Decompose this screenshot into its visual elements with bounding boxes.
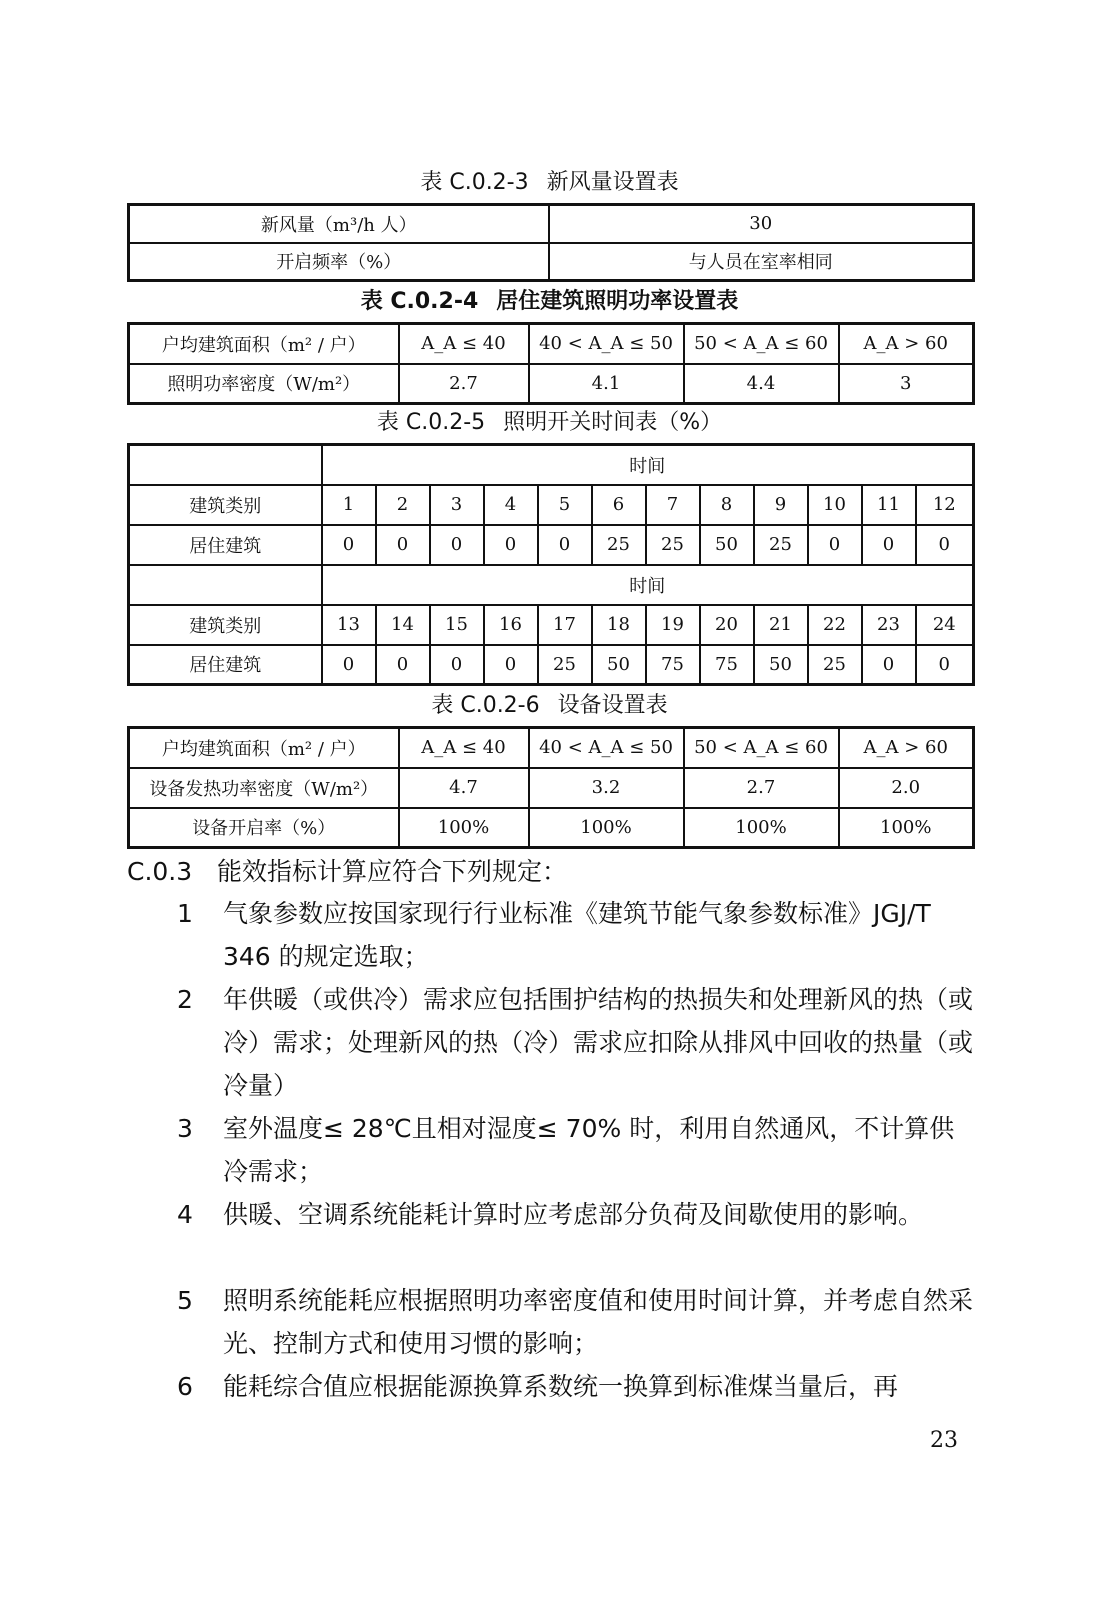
table-row bbox=[129, 364, 974, 404]
table6-value: 2.0 bbox=[839, 768, 974, 808]
table4 bbox=[127, 322, 975, 405]
table6-value: 100% bbox=[399, 808, 529, 848]
table5-hour: 6 bbox=[592, 485, 646, 525]
table-row bbox=[129, 324, 974, 364]
table5-hour: 11 bbox=[862, 485, 916, 525]
table5-hour: 15 bbox=[430, 605, 484, 645]
clause-number: C.0.3 bbox=[127, 857, 193, 886]
table5-value: 0 bbox=[808, 525, 862, 565]
table5-value: 0 bbox=[916, 525, 974, 565]
table5-value: 0 bbox=[322, 525, 376, 565]
item-number: 5 bbox=[177, 1286, 193, 1315]
table-row bbox=[129, 808, 974, 848]
table5-type-label: 建筑类别 bbox=[129, 605, 322, 645]
table4-range: 40 < A_A ≤ 50 bbox=[529, 324, 684, 364]
table5-value: 0 bbox=[322, 645, 376, 685]
table5-empty-cell bbox=[129, 565, 322, 605]
table5-hour: 20 bbox=[700, 605, 754, 645]
table6-value: 2.7 bbox=[684, 768, 839, 808]
table5-hours-row-b bbox=[129, 605, 974, 645]
table3-value: 与人员在室率相同 bbox=[549, 243, 974, 281]
table6-value: 4.7 bbox=[399, 768, 529, 808]
table6-header-label: 户均建筑面积（m² / 户） bbox=[129, 728, 399, 768]
table6-row-label: 设备开启率（%） bbox=[129, 808, 399, 848]
table5-hour: 13 bbox=[322, 605, 376, 645]
table5-values-row-b bbox=[129, 645, 974, 685]
table5-residential-label: 居住建筑 bbox=[129, 525, 322, 565]
table5-value: 50 bbox=[592, 645, 646, 685]
item-text: 照明系统能耗应根据照明功率密度值和使用时间计算，并考虑自然采光、控制方式和使用习惯的影响； bbox=[223, 1286, 974, 1358]
item-text: 供暖、空调系统能耗计算时应考虑部分负荷及间歇使用的影响。 bbox=[223, 1200, 924, 1229]
table6-range: 40 < A_A ≤ 50 bbox=[529, 728, 684, 768]
table6-value: 100% bbox=[529, 808, 684, 848]
table3-label: 新风量（m³/h 人） bbox=[129, 205, 549, 243]
table5-time-header: 时间 bbox=[322, 565, 974, 605]
table-row bbox=[129, 205, 974, 243]
table5-caption-number: 表 C.0.2-5 bbox=[376, 410, 486, 435]
table5-value: 75 bbox=[646, 645, 700, 685]
table5-hour: 8 bbox=[700, 485, 754, 525]
table3-caption-number: 表 C.0.2-3 bbox=[420, 170, 529, 195]
table5-hour: 14 bbox=[376, 605, 430, 645]
item-text: 气象参数应按国家现行行业标准《建筑节能气象参数标准》JGJ/T 346 的规定选取； bbox=[223, 899, 931, 971]
table5-value: 0 bbox=[862, 525, 916, 565]
table-row bbox=[129, 445, 974, 485]
table4-header-label: 户均建筑面积（m² / 户） bbox=[129, 324, 399, 364]
table5-value: 25 bbox=[754, 525, 808, 565]
item-number: 1 bbox=[177, 899, 193, 928]
table5-hour: 17 bbox=[538, 605, 592, 645]
table3-caption-title: 新风量设置表 bbox=[546, 170, 679, 195]
table5-value: 0 bbox=[538, 525, 592, 565]
table4-caption bbox=[127, 289, 972, 315]
table5-value: 0 bbox=[430, 645, 484, 685]
table6-caption-number: 表 C.0.2-6 bbox=[431, 693, 540, 718]
table4-caption-number: 表 C.0.2-4 bbox=[360, 289, 479, 314]
table6-value: 100% bbox=[839, 808, 974, 848]
table5-value: 50 bbox=[700, 525, 754, 565]
table5-hour: 12 bbox=[916, 485, 974, 525]
table5-type-label: 建筑类别 bbox=[129, 485, 322, 525]
clause-heading bbox=[127, 857, 567, 887]
table3-value: 30 bbox=[549, 205, 974, 243]
table5-hour: 16 bbox=[484, 605, 538, 645]
table5-value: 0 bbox=[862, 645, 916, 685]
table5-caption bbox=[127, 410, 972, 436]
table5-hour: 21 bbox=[754, 605, 808, 645]
table5-hour: 7 bbox=[646, 485, 700, 525]
item-text: 室外温度≤ 28℃且相对湿度≤ 70% 时，利用自然通风，不计算供冷需求； bbox=[223, 1114, 955, 1186]
table5-value: 0 bbox=[430, 525, 484, 565]
table5-hour: 19 bbox=[646, 605, 700, 645]
clause-text: 能效指标计算应符合下列规定： bbox=[217, 857, 568, 886]
table-row bbox=[129, 728, 974, 768]
table5-hour: 10 bbox=[808, 485, 862, 525]
item-number: 2 bbox=[177, 985, 193, 1014]
table6-range: 50 < A_A ≤ 60 bbox=[684, 728, 839, 768]
table5-hour: 4 bbox=[484, 485, 538, 525]
table5-value: 75 bbox=[700, 645, 754, 685]
table4-value: 4.4 bbox=[684, 364, 839, 404]
table5-hour: 22 bbox=[808, 605, 862, 645]
table5-value: 25 bbox=[646, 525, 700, 565]
table5-value: 0 bbox=[484, 645, 538, 685]
table5-hour: 24 bbox=[916, 605, 974, 645]
table-row bbox=[129, 243, 974, 281]
table5-value: 25 bbox=[808, 645, 862, 685]
table5-hour: 3 bbox=[430, 485, 484, 525]
item-number: 6 bbox=[177, 1372, 193, 1401]
table5-hour: 23 bbox=[862, 605, 916, 645]
table5-time-header: 时间 bbox=[322, 445, 974, 485]
table6-row-label: 设备发热功率密度（W/m²） bbox=[129, 768, 399, 808]
item-text: 能耗综合值应根据能源换算系数统一换算到标准煤当量后，再 bbox=[223, 1372, 899, 1401]
table5 bbox=[127, 443, 975, 686]
table5-hour: 2 bbox=[376, 485, 430, 525]
table4-value: 3 bbox=[839, 364, 974, 404]
table4-range: 50 < A_A ≤ 60 bbox=[684, 324, 839, 364]
table6-value: 100% bbox=[684, 808, 839, 848]
page-number: 23 bbox=[930, 1428, 958, 1453]
table5-empty-cell bbox=[129, 445, 322, 485]
table6-range: A_A ≤ 40 bbox=[399, 728, 529, 768]
table-row bbox=[129, 768, 974, 808]
table6-caption bbox=[127, 693, 972, 719]
table4-range: A_A ≤ 40 bbox=[399, 324, 529, 364]
table-row bbox=[129, 565, 974, 605]
table5-value: 25 bbox=[538, 645, 592, 685]
table5-hour: 1 bbox=[322, 485, 376, 525]
table4-value: 4.1 bbox=[529, 364, 684, 404]
table5-hour: 5 bbox=[538, 485, 592, 525]
table4-caption-title: 居住建筑照明功率设置表 bbox=[496, 289, 739, 314]
table5-hours-row-a bbox=[129, 485, 974, 525]
table3-caption bbox=[127, 170, 972, 196]
table3-label: 开启频率（%） bbox=[129, 243, 549, 281]
table5-hour: 9 bbox=[754, 485, 808, 525]
item-text: 年供暖（或供冷）需求应包括围护结构的热损失和处理新风的热（或冷）需求；处理新风的热（冷）需求应扣除从排风中回收的热量（或冷量） bbox=[223, 985, 974, 1100]
table5-value: 50 bbox=[754, 645, 808, 685]
table4-range: A_A > 60 bbox=[839, 324, 974, 364]
table5-values-row-a bbox=[129, 525, 974, 565]
table5-value: 0 bbox=[376, 525, 430, 565]
table6 bbox=[127, 726, 975, 849]
table6-caption-title: 设备设置表 bbox=[557, 693, 668, 718]
table5-value: 25 bbox=[592, 525, 646, 565]
table6-value: 3.2 bbox=[529, 768, 684, 808]
table5-residential-label: 居住建筑 bbox=[129, 645, 322, 685]
table6-range: A_A > 60 bbox=[839, 728, 974, 768]
table3 bbox=[127, 203, 975, 282]
item-number: 4 bbox=[177, 1200, 193, 1229]
table5-value: 0 bbox=[484, 525, 538, 565]
table4-value: 2.7 bbox=[399, 364, 529, 404]
table5-caption-title: 照明开关时间表（%） bbox=[503, 410, 723, 435]
table5-hour: 18 bbox=[592, 605, 646, 645]
item-number: 3 bbox=[177, 1114, 193, 1143]
table5-value: 0 bbox=[376, 645, 430, 685]
table4-row-label: 照明功率密度（W/m²） bbox=[129, 364, 399, 404]
table5-value: 0 bbox=[916, 645, 974, 685]
